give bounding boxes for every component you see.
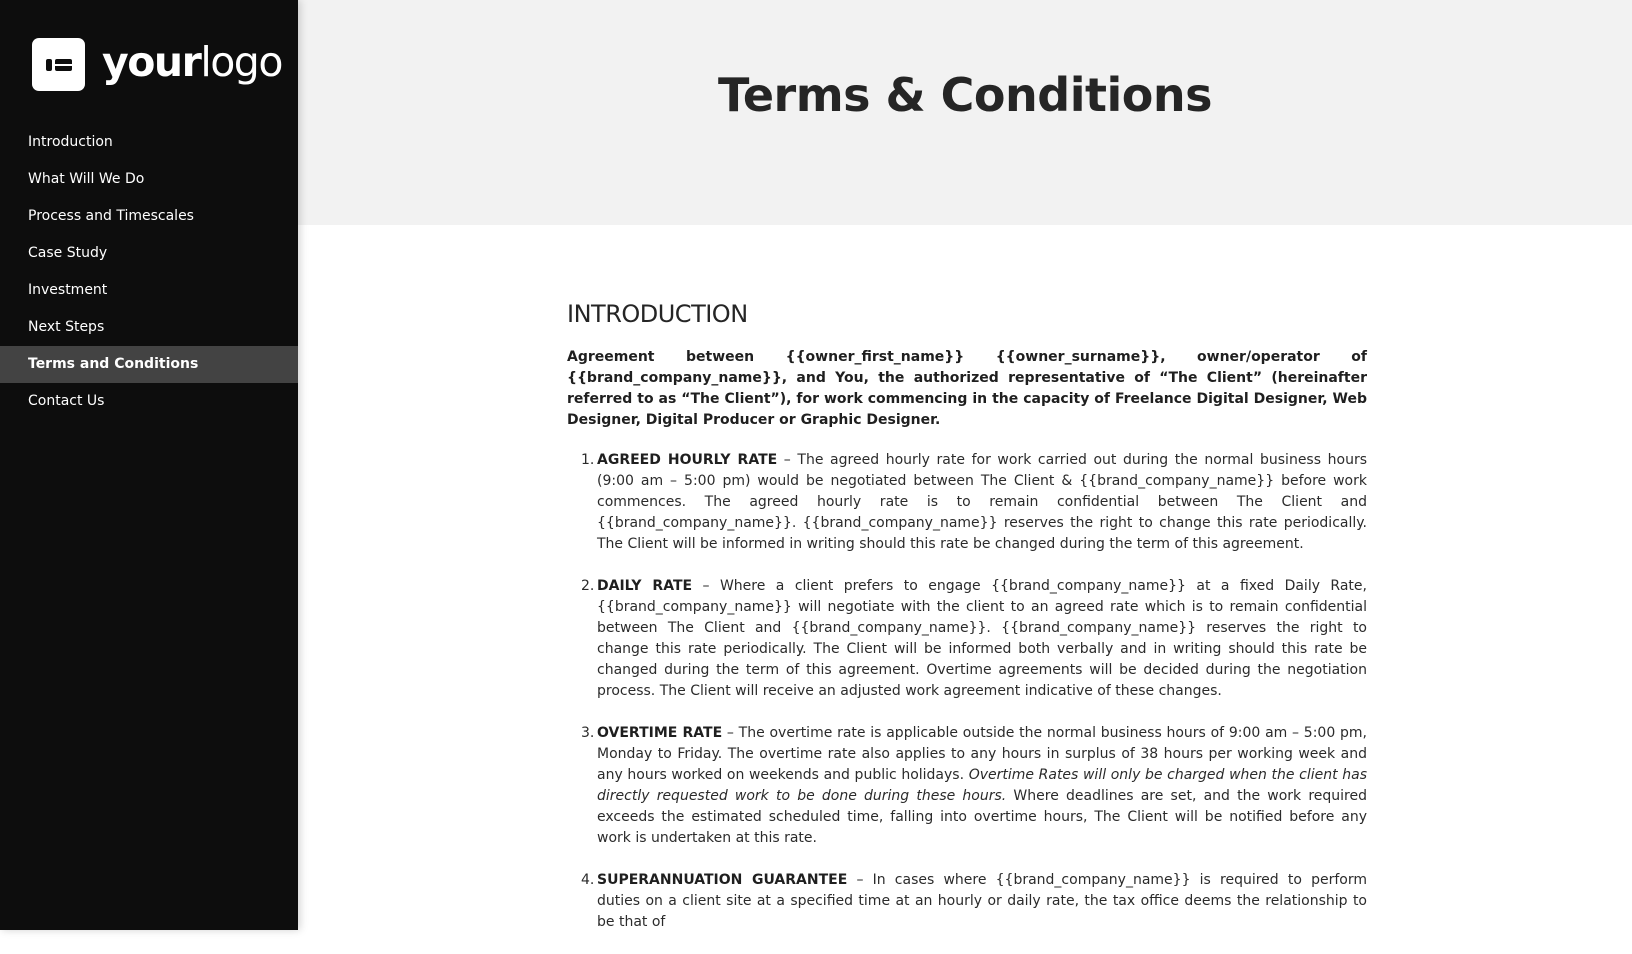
clause-number: 3. [581,725,595,741]
page-title: Terms & Conditions [718,68,1212,122]
clause-text: – Where a client prefers to engage {{brand_company_name}} at a fixed Daily Rate, {{brand_company_name}} will negotiate with the client to an agreed rate which is to remain confidential between The Client and {{brand_company_name}}. {{brand_company_name}} reserves the right to change this rate periodically. The Client will be informed both verbally and in writing should this rate be changed during the term of this agreement. Overtime agreements will be decided during the negotiation process. The Client will receive an adjusted work agreement indicative of these changes. [597,578,1367,699]
clause-title: AGREED HOURLY RATE [597,452,778,468]
logo[interactable] [32,38,282,91]
sidebar-item-contact-us[interactable]: Contact Us [28,393,105,409]
clause-title: SUPERANNUATION GUARANTEE [597,872,848,888]
sidebar-item-process-and-timescales[interactable]: Process and Timescales [28,208,194,224]
clause-text: – The agreed hourly rate for work carried out during the normal business hours (9:00 am – 5:00 pm) would be negotiated between The Client & {{brand_company_name}} before work commences. The agreed hourly rate is to remain confidential between The Client and {{brand_company_name}}. {{brand_company_name}} reserves the right to change this rate periodically. The Client will be informed in writing should this rate be changed during the term of this agreement. [597,452,1367,552]
sidebar-nav [0,124,298,420]
clause-number: 2. [581,578,595,594]
clause-text: – The overtime rate is applicable outside the normal business hours of 9:00 am – 5:00 pm, Monday to Friday. The overtime rate also applies to any hours in surplus of 38 hours per working week and any hours worked on weekends and public holidays. [597,725,1367,783]
sidebar-item-what-will-we-do[interactable]: What Will We Do [28,171,145,187]
logo-text: yourlogo [102,38,282,86]
clause-text: Where deadlines are set, and the work required exceeds the estimated scheduled time, falling into overtime hours, The Client will be notified before any work is undertaken at this rate. [597,788,1367,846]
section-title: INTRODUCTION [567,300,748,328]
sidebar-item-investment[interactable]: Investment [28,282,108,298]
sidebar-item-case-study[interactable]: Case Study [28,245,108,261]
clause-text-italic: Overtime Rates will only be charged when the client has directly requested work to be done during these hours. [597,767,1367,804]
clause-item [567,576,1367,702]
clause-item [567,870,1367,933]
clause-title: OVERTIME RATE [597,725,723,741]
main-content [567,300,1367,954]
clauses-list [567,450,1367,933]
sidebar-item-next-steps[interactable]: Next Steps [28,319,105,335]
sidebar-item-terms-and-conditions[interactable]: Terms and Conditions [0,346,298,383]
sidebar [0,0,298,930]
clause-number: 1. [581,452,595,468]
clause-number: 4. [581,872,595,888]
page-header [298,0,1632,225]
clause-item [567,723,1367,849]
clause-item [567,450,1367,555]
logo-layout-icon [32,38,85,91]
clause-title: DAILY RATE [597,578,693,594]
intro-paragraph: Agreement between {{owner_first_name}} {{owner_surname}}, owner/operator of {{brand_company_name}}, and You, the authorized representative of “The Client” (hereinafter referred to as “The Client”), for work commencing in the capacity of Freelance Digital Designer, Web Designer, Digital Producer or Graphic Designer. [567,349,1367,428]
clause-text: – In cases where {{brand_company_name}} is required to perform duties on a client site at a specified time at an hourly or daily rate, the tax office deems the relationship to be that of [597,872,1367,930]
sidebar-item-introduction[interactable]: Introduction [28,134,113,150]
